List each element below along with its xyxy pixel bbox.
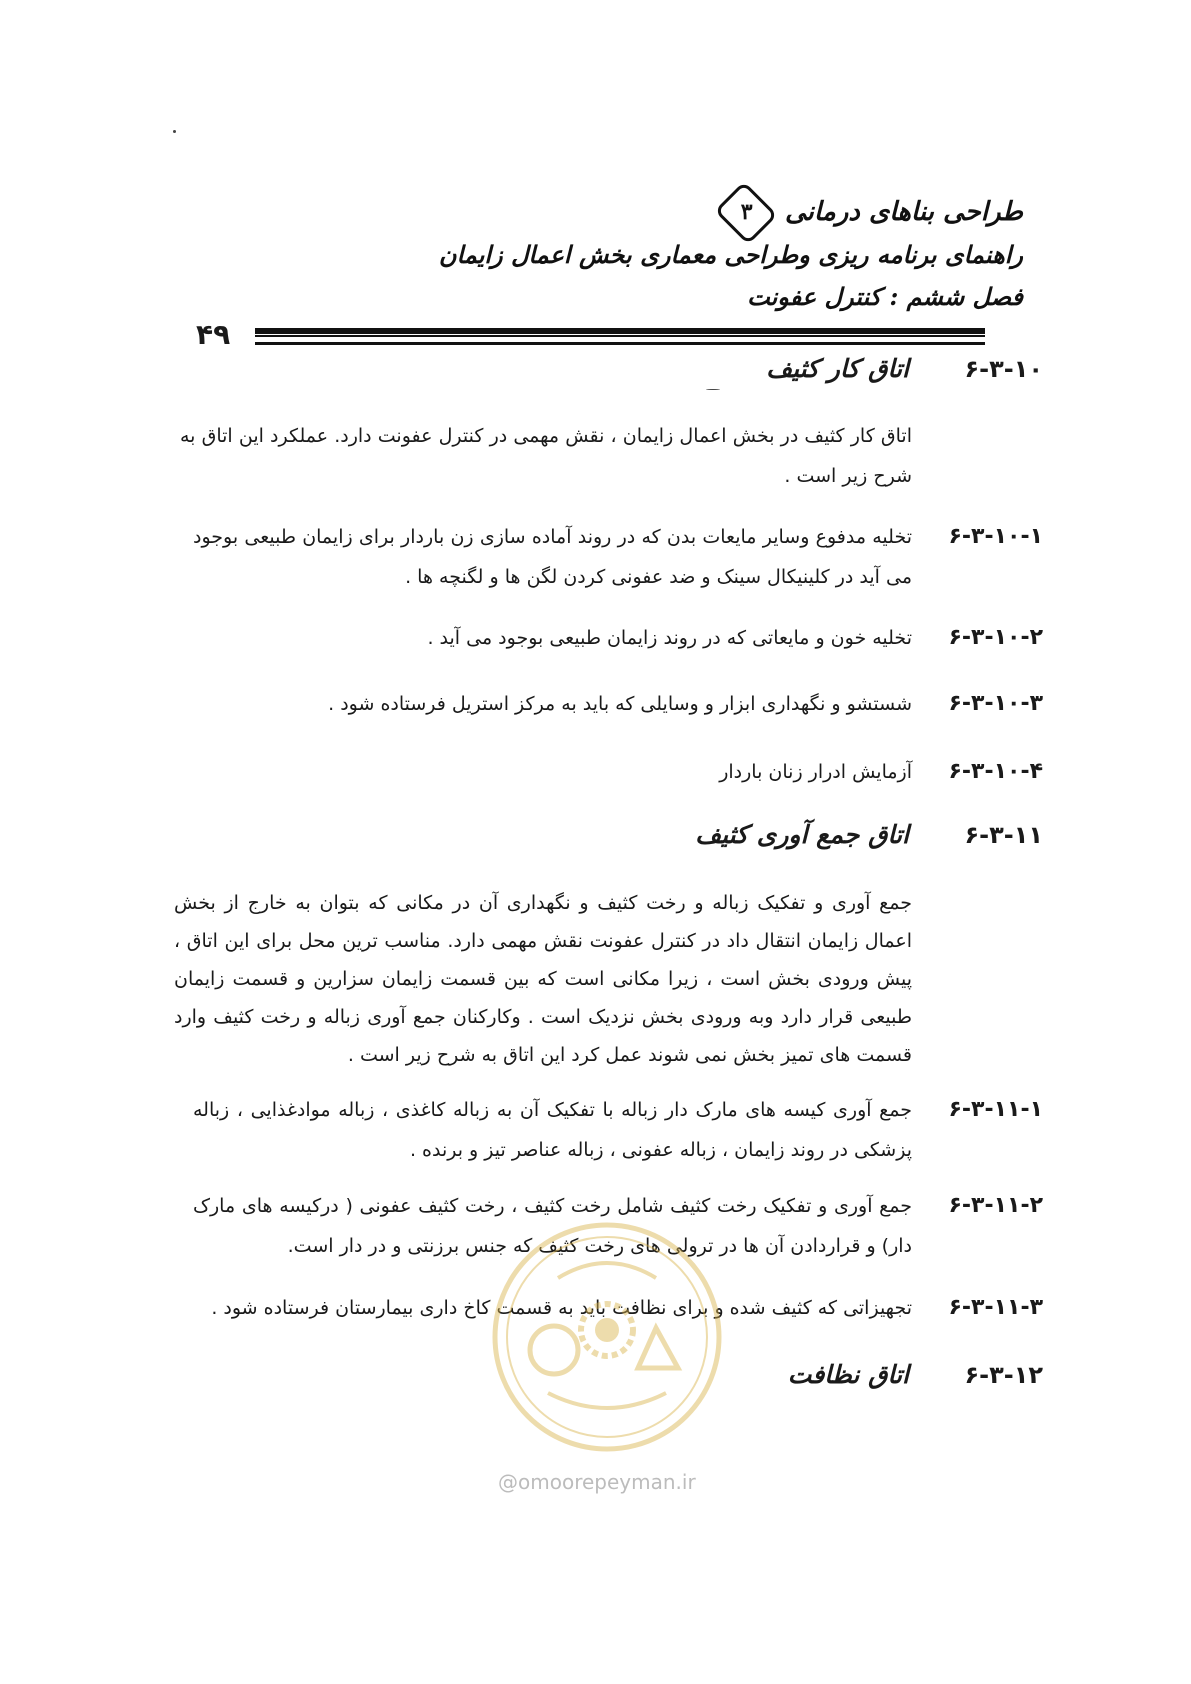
volume-number-badge: ۳ [714, 181, 778, 245]
watermark-seal-icon [488, 1218, 726, 1456]
list-item: ۶-۳-۱۰-۱ تخلیه مدفوع وسایر مایعات بدن که در روند آماده سازی زن باردار برای زایمان طبیعی بوجود می آید در کلینیکال سینک و ضد عفونی کردن لگن ها و لگنچه ها . [193, 524, 1043, 588]
header-rule-gap [255, 334, 985, 335]
list-item: ۶-۳-۱۱-۲ جمع آوری و تفکیک رخت کثیف شامل رخت کثیف ، رخت کثیف عفونی ( درکیسه های مارک دار) و قراردادن آن ها در ترولی های رخت کثیف که جنس برزنتی و در دار است. [193, 1193, 1043, 1257]
scan-speck [706, 389, 720, 390]
watermark-site: @omoorepeyman.ir [498, 1470, 696, 1494]
list-item: ۶-۳-۱۰-۳ شستشو و نگهداری ابزار و وسایلی که باید به مرکز استریل فرستاده شود . [328, 691, 1043, 716]
scan-speck [173, 130, 176, 133]
section-heading: ۶-۳-۱۰اتاق کار کثیف [766, 354, 1043, 383]
page-number: ۴۹ [196, 318, 231, 351]
header-rule-thin [255, 342, 985, 345]
list-item: ۶-۳-۱۰-۴ آزمایش ادرار زنان باردار [719, 759, 1043, 784]
list-item: ۶-۳-۱۱-۳ تجهیزاتی که کثیف شده و برای نظافت باید به قسمت کاخ داری بیمارستان فرستاده شود . [211, 1295, 1043, 1320]
chapter-title: فصل ششم : کنترل عفونت [747, 282, 1023, 311]
section-heading: ۶-۳-۱۱اتاق جمع آوری کثیف [695, 820, 1043, 849]
list-item: ۶-۳-۱۱-۱ جمع آوری کیسه های مارک دار زباله با تفکیک آن به زباله کاغذی ، زباله موادغذایی ، زباله پزشکی در روند زایمان ، زباله عفونی ، زباله عناصر تیز و برنده . [193, 1097, 1043, 1161]
header-rule [255, 328, 985, 337]
section-intro: جمع آوری و تفکیک زباله و رخت کثیف و نگهداری آن در مکانی که بتوان به خارج از بخش اعمال زایمان انتقال داد در کنترل عفونت نقش مهمی دارد. مناسب ترین محل برای این اتاق ، پیش ورودی بخش است ، زیرا مکانی است که بین قسمت زایمان سزارین و قسمت زایمان طبیعی قرار دارد وبه ورودی بخش نزدیک است . وکارکنان جمع آوری زباله و رخت کثیف وارد قسمت های تمیز بخش نمی شوند عمل کرد این اتاق به شرح زیر است . [174, 892, 912, 1066]
book-title: طراحی بناهای درمانی ۳ [716, 192, 1023, 234]
section-heading: ۶-۳-۱۲اتاق نظافت [787, 1360, 1043, 1389]
book-subtitle: راهنمای برنامه ریزی وطراحی معماری بخش اعمال زایمان [438, 240, 1023, 269]
section-intro: اتاق کار کثیف در بخش اعمال زایمان ، نقش مهمی در کنترل عفونت دارد. عملکرد این اتاق به شرح زیر است . [180, 425, 912, 487]
list-item: ۶-۳-۱۰-۲ تخلیه خون و مایعاتی که در روند زایمان طبیعی بوجود می آید . [427, 625, 1043, 650]
